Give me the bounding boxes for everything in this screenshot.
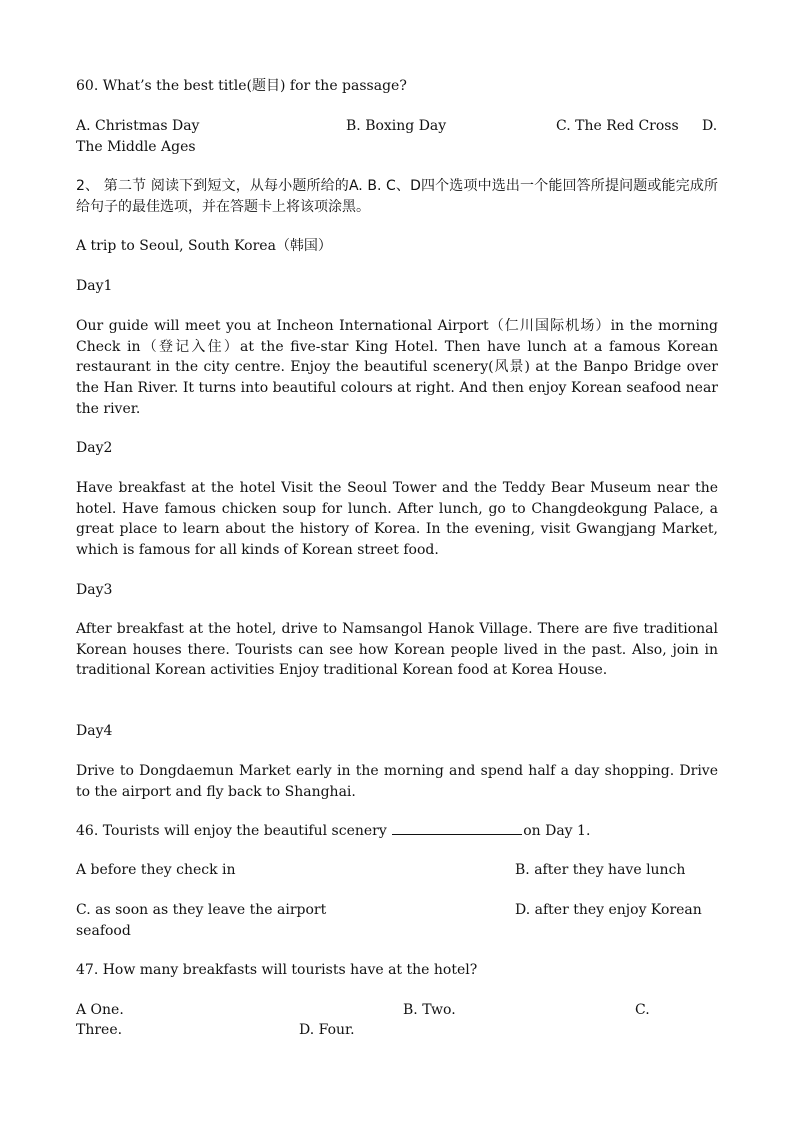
q46-option-c: C. as soon as they leave the airport [76,902,327,918]
q46-question-end: on Day 1. [523,823,591,839]
q47-question: 47. How many breakfasts will tourists have at the hotel? [76,962,478,978]
q46-option-a: A before they check in [76,862,236,878]
q46-question [76,821,590,841]
day-paragraph: Have breakfast at the hotel Visit the Seoul Tower and the Teddy Bear Museum near the hotel. Have famous chicken soup for lunch. After lunch, go to Changdeokgung Palace, a great place to learn about the history of Korea. In the evening, visit Gwangjang Market, which is famous for all kinds of Korean street food. [76,480,718,559]
q46-option-d-continued: seafood [76,923,131,939]
q46-option-d: D. after they enjoy Korean [515,902,702,918]
passage-title: A trip to Seoul, South Korea（韩国） [76,238,332,254]
answer-blank [392,822,522,835]
day-paragraph: Our guide will meet you at Incheon International Airport（仁川国际机场）in the morning Check in（登记入住）at the five-star King Hotel. Then have lunch at a famous Korean restaurant in the city centre. Enjoy the beautiful scenery(风景) at the Banpo Bridge over the Han River. It turns into beautiful colours at right. And then enjoy Korean seafood near the river. [76,318,718,417]
q47-option-c-text: Three. [76,1022,123,1038]
q60-option-c: C. The Red Cross [556,118,679,134]
q60-option-a: A. Christmas Day [76,118,200,134]
q47-option-b: B. Two. [403,1002,456,1018]
q47-option-c-prefix: C. [635,1002,650,1018]
q60-option-d-text: The Middle Ages [76,139,196,155]
q47-option-d: D. Four. [299,1022,355,1038]
q60-option-d-prefix: D. [702,118,718,134]
day-label: Day2 [76,440,113,456]
q60-option-b: B. Boxing Day [346,118,447,134]
day-paragraph: Drive to Dongdaemun Market early in the morning and spend half a day shopping. Drive to the airport and fly back to Shanghai. [76,763,718,800]
q60-question: 60. What’s the best title(题目) for the passage? [76,78,407,94]
q47-option-a: A One. [76,1002,124,1018]
day-label: Day1 [76,278,113,294]
day-label: Day4 [76,723,113,739]
q46-question-start: 46. Tourists will enjoy the beautiful scenery [76,823,387,839]
section-instruction: 2、 第二节 阅读下到短文，从每小题所给的A. B. C、D四个选项中选出一个能回答所提问题或能完成所给句子的最佳选项，并在答题卡上将该项涂黑。 [76,178,718,215]
day-paragraph: After breakfast at the hotel, drive to Namsangol Hanok Village. There are five traditional Korean houses there. Tourists can see how Korean people lived in the past. Also, join in traditional Korean activities Enjoy traditional Korean food at Korea House. [76,621,718,679]
q46-option-b: B. after they have lunch [515,862,686,878]
day-label: Day3 [76,582,113,598]
